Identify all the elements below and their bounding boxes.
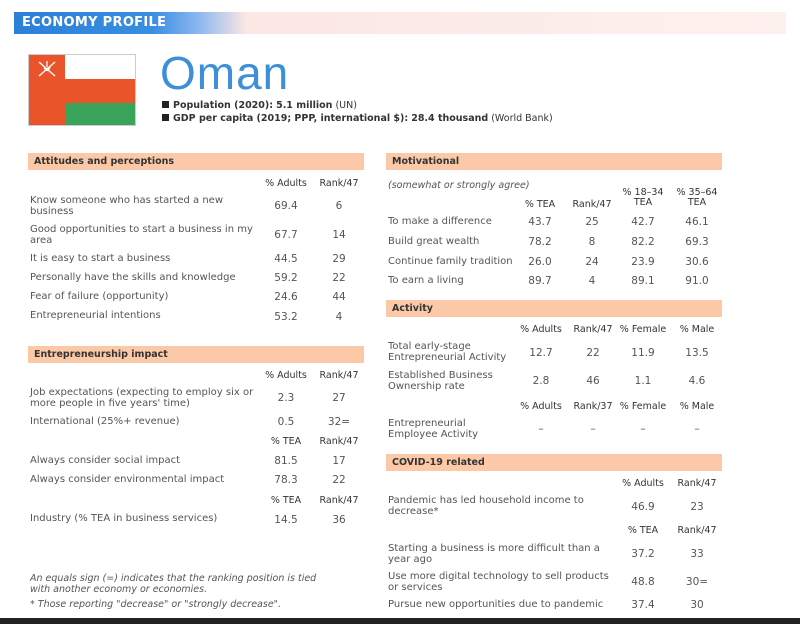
impact-row-rank: 22 [332, 474, 346, 486]
activity-col-female: % Female [619, 401, 667, 412]
attitudes-row-rank: 4 [335, 311, 343, 323]
attitudes-row-adults: 59.2 [274, 272, 298, 284]
activity-col-male: % Male [679, 324, 715, 335]
activity-row-rank: – [590, 423, 596, 435]
decrease-note: * Those reporting "decrease" or "strongly decrease". [30, 599, 282, 610]
activity-col-rank: Rank/47 [573, 324, 613, 335]
covid-row-adults: 46.9 [631, 501, 655, 513]
motivational-subtitle: (somewhat or strongly agree) [388, 180, 530, 191]
activity-col-adults: % Adults [520, 324, 562, 335]
attitudes-row-label: Entrepreneurial intentions [30, 310, 161, 321]
covid-row-label: Use more digital technology to sell products or services [388, 571, 609, 593]
flag-emblem-icon [35, 59, 59, 79]
attitudes-row-adults: 53.2 [274, 311, 298, 323]
covid-row-tea: 37.2 [631, 548, 655, 560]
covid-row-label: Pandemic has led household income to decrease* [388, 495, 584, 517]
activity-row-female: – [640, 423, 646, 435]
covid-row-rank: 23 [690, 501, 704, 513]
attitudes-row-adults: 69.4 [274, 200, 298, 212]
impact-row-rank: 27 [332, 392, 346, 404]
motivational-row-18-34: 82.2 [631, 236, 655, 248]
motivational-row-tea: 26.0 [528, 256, 552, 268]
attitudes-row-adults: 44.5 [274, 253, 298, 265]
flag-white-band [65, 55, 136, 79]
impact-row-rank: 36 [332, 514, 346, 526]
motivational-section-header: Motivational [386, 153, 722, 170]
activity-row-adults: 2.8 [532, 375, 550, 387]
activity-row-label: Established Business Ownership rate [388, 370, 493, 392]
covid-row-rank: 30 [690, 599, 704, 611]
motivational-row-label: Continue family tradition [388, 256, 513, 267]
flag-red-stripe [65, 79, 136, 103]
country-name: Oman [160, 47, 290, 99]
activity-row-adults: 12.7 [529, 347, 553, 359]
covid-row-label: Starting a business is more difficult than a year ago [388, 543, 600, 565]
covid-row-label: Pursue new opportunities due to pandemic [388, 599, 604, 610]
covid-col-rank: Rank/47 [677, 478, 717, 489]
bullet-square-icon [162, 101, 169, 108]
population-fact [162, 99, 553, 112]
attitudes-row-label: Personally have the skills and knowledge [30, 272, 236, 283]
impact-col-rank: Rank/47 [319, 436, 359, 447]
attitudes-col-rank: Rank/47 [319, 178, 359, 189]
attitudes-row-rank: 22 [332, 272, 346, 284]
impact-section-header: Entrepreneurship impact [28, 346, 364, 363]
gdp-value: 28.4 thousand [411, 113, 489, 124]
impact-row-adults: 0.5 [277, 416, 295, 428]
motivational-row-tea: 43.7 [528, 216, 552, 228]
bullet-square-icon [162, 114, 169, 121]
attitudes-section-header: Attitudes and perceptions [28, 153, 364, 170]
motivational-row-rank: 8 [588, 236, 596, 248]
banner-title: ECONOMY PROFILE [22, 15, 167, 30]
covid-row-rank: 33 [690, 548, 704, 560]
impact-col-adults: % Adults [265, 370, 307, 381]
impact-col-rank: Rank/47 [319, 495, 359, 506]
motivational-row-35-64: 69.3 [685, 236, 709, 248]
activity-row-female: 1.1 [634, 375, 652, 387]
attitudes-row-adults: 67.7 [274, 229, 298, 241]
motivational-col-rank: Rank/47 [572, 199, 612, 210]
attitudes-row-rank: 14 [332, 229, 346, 241]
activity-col-rank: Rank/37 [573, 401, 613, 412]
impact-row-label: Always consider environmental impact [30, 474, 225, 485]
attitudes-row-adults: 24.6 [274, 291, 298, 303]
activity-row-label: Total early-stage Entrepreneurial Activity [388, 341, 507, 363]
covid-section-header: COVID-19 related [386, 454, 722, 471]
attitudes-row-rank: 6 [335, 200, 343, 212]
motivational-row-label: Build great wealth [388, 236, 480, 247]
activity-col-adults: % Adults [520, 401, 562, 412]
activity-col-female: % Female [619, 324, 667, 335]
attitudes-row-label: Good opportunities to start a business in my area [30, 224, 253, 246]
activity-row-male: 13.5 [685, 347, 709, 359]
impact-row-tea: 14.5 [274, 514, 298, 526]
gdp-source: (World Bank) [491, 113, 553, 124]
oman-flag [28, 54, 136, 126]
motivational-row-18-34: 89.1 [631, 275, 655, 287]
motivational-col-35-64: % 35–64 TEA [676, 187, 718, 208]
motivational-row-label: To earn a living [388, 275, 464, 286]
equals-sign-note: An equals sign (=) indicates that the ranking position is tied with another economy or economies. [30, 573, 317, 595]
impact-row-adults: 2.3 [277, 392, 295, 404]
motivational-row-35-64: 46.1 [685, 216, 709, 228]
impact-row-tea: 81.5 [274, 455, 298, 467]
impact-row-rank: 17 [332, 455, 346, 467]
covid-row-rank: 30= [685, 576, 709, 588]
motivational-col-18-34: % 18–34 TEA [622, 187, 664, 208]
activity-row-adults: – [538, 423, 544, 435]
covid-col-adults: % Adults [622, 478, 664, 489]
attitudes-row-label: Fear of failure (opportunity) [30, 291, 169, 302]
motivational-row-tea: 78.2 [528, 236, 552, 248]
attitudes-row-rank: 29 [332, 253, 346, 265]
motivational-row-18-34: 23.9 [631, 256, 655, 268]
activity-row-rank: 22 [586, 347, 600, 359]
activity-row-rank: 46 [586, 375, 600, 387]
motivational-col-tea: % TEA [524, 199, 556, 210]
flag-green-band [65, 103, 136, 126]
motivational-row-label: To make a difference [388, 216, 492, 227]
gdp-fact [162, 112, 553, 125]
impact-col-tea: % TEA [270, 495, 302, 506]
impact-row-label: Job expectations (expecting to employ six or more people in five years' time) [30, 387, 254, 409]
motivational-row-rank: 24 [585, 256, 599, 268]
activity-row-label: Entrepreneurial Employee Activity [388, 418, 479, 440]
covid-row-tea: 48.8 [631, 576, 655, 588]
covid-row-tea: 37.4 [631, 599, 655, 611]
impact-row-label: International (25%+ revenue) [30, 416, 180, 427]
motivational-row-35-64: 91.0 [685, 275, 709, 287]
impact-col-tea: % TEA [270, 436, 302, 447]
country-facts [162, 99, 553, 125]
activity-section-header: Activity [386, 300, 722, 317]
bottom-edge-bar [0, 618, 800, 624]
activity-row-female: 11.9 [631, 347, 655, 359]
population-source: (UN) [335, 100, 357, 111]
motivational-row-rank: 25 [585, 216, 599, 228]
attitudes-row-label: Know someone who has started a new business [30, 195, 223, 217]
motivational-row-18-34: 42.7 [631, 216, 655, 228]
impact-row-tea: 78.3 [274, 474, 298, 486]
profile-banner [14, 12, 786, 34]
activity-row-male: – [694, 423, 700, 435]
motivational-row-rank: 4 [588, 275, 596, 287]
population-value: 5.1 million [276, 100, 333, 111]
activity-col-male: % Male [679, 401, 715, 412]
impact-row-label: Industry (% TEA in business services) [30, 513, 218, 524]
covid-col-rank: Rank/47 [677, 525, 717, 536]
covid-col-tea: % TEA [627, 525, 659, 536]
population-label: Population (2020): [173, 100, 274, 111]
attitudes-row-label: It is easy to start a business [30, 253, 171, 264]
impact-col-rank: Rank/47 [319, 370, 359, 381]
attitudes-row-rank: 44 [332, 291, 346, 303]
impact-row-rank: 32= [327, 416, 351, 428]
motivational-row-tea: 89.7 [528, 275, 552, 287]
motivational-row-35-64: 30.6 [685, 256, 709, 268]
gdp-label: GDP per capita (2019; PPP, international $): [173, 113, 409, 124]
activity-row-male: 4.6 [688, 375, 706, 387]
attitudes-col-adults: % Adults [265, 178, 307, 189]
impact-row-label: Always consider social impact [30, 455, 181, 466]
